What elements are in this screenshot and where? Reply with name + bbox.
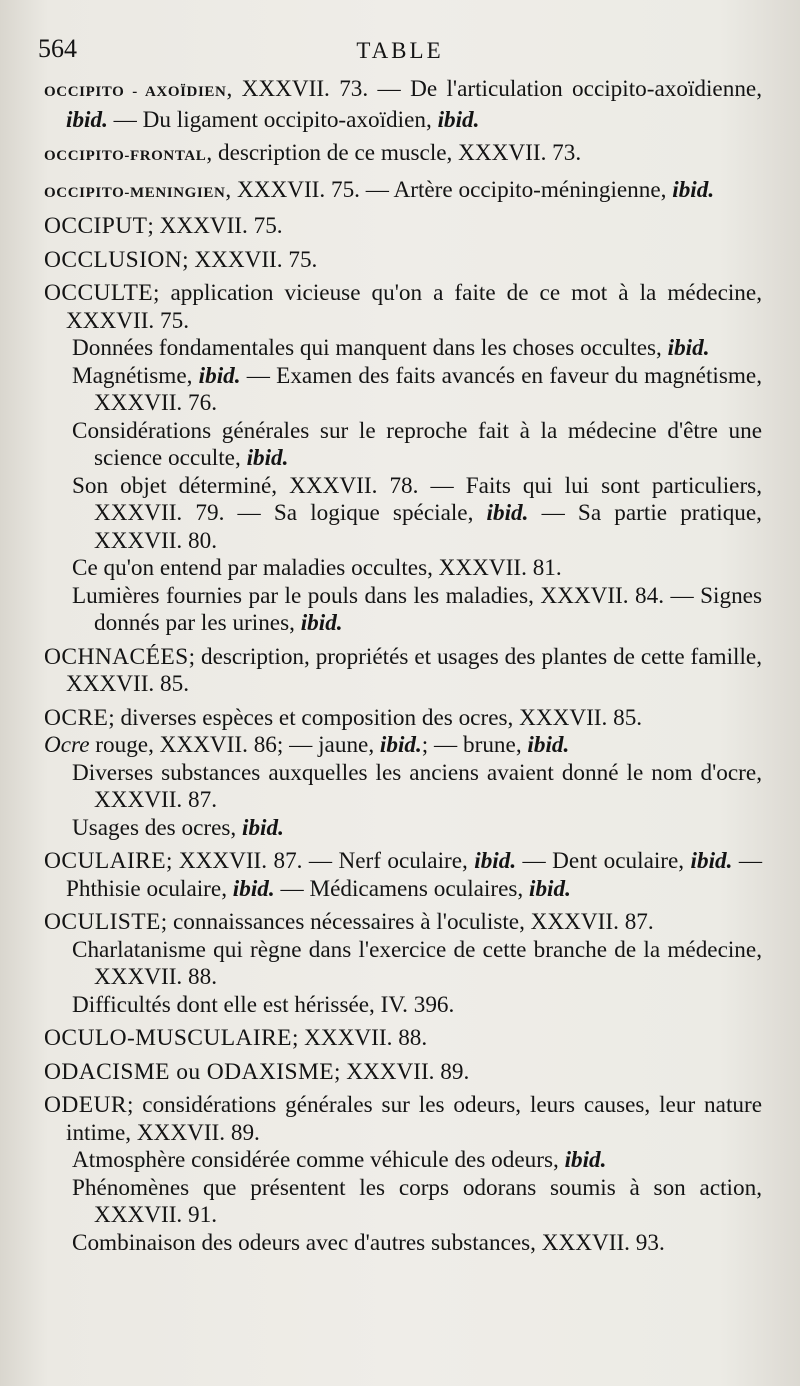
entry-text: — Phthisie oculaire, (66, 848, 763, 902)
index-subentry (44, 555, 762, 583)
index-entry (44, 644, 762, 699)
entry-text: Magnétisme, (72, 362, 199, 389)
entry-text: ; XXXVII. 75. (182, 246, 318, 273)
ibid-ref: ibid. (690, 848, 733, 874)
index-entry (44, 1092, 762, 1147)
entry-headword: OCULAIRE (44, 848, 166, 874)
page-number: 564 (38, 34, 77, 63)
entry-text: ; considérations générales sur les odeurs, leurs causes, leur nature intime, XXXVII. 89. (66, 1092, 762, 1146)
index-entries (44, 76, 762, 1257)
entry-text: ; XXXVII. 88. (291, 1025, 428, 1051)
index-subentry (44, 1230, 762, 1258)
index-subentry (44, 583, 762, 638)
entry-headword: OCULO-MUSCULAIRE (44, 1025, 292, 1051)
ibid-ref: ibid. (474, 848, 517, 874)
entry-text: Son objet déterminé, XXXVII. 78. — Faits qui lui sont particuliers, XXXVII. 79. — Sa logique spéciale, (72, 472, 762, 526)
page-title: TABLE (356, 38, 444, 63)
entry-text: Combinaison des odeurs avec d'autres substances, XXXVII. 93. (72, 1229, 665, 1256)
ibid-ref: ibid. (232, 875, 275, 902)
index-subentry (44, 1175, 762, 1230)
index-subentry (44, 473, 762, 556)
index-subentry (44, 992, 762, 1020)
entry-text: ; connaissances nécessaires à l'oculiste, XXXVII. 87. (160, 909, 654, 935)
ibid-ref: ibid. (66, 106, 108, 133)
ibid-ref: ibid. (529, 875, 571, 902)
entry-text: Usages des ocres, (72, 814, 242, 841)
index-entry (44, 1025, 762, 1053)
entry-text: ; description, propriétés et usages des plantes de cette famille, XXXVII. 85. (66, 643, 762, 697)
entry-text: , XXXVII. 73. — De l'articulation occipito-axoïdienne, (226, 76, 762, 102)
index-entry (44, 705, 762, 733)
index-entry (44, 280, 762, 335)
entry-text: — Médicamens oculaires, (274, 875, 530, 902)
entry-text: Ocre (44, 732, 90, 758)
index-subentry (44, 418, 762, 473)
index-entry (44, 848, 762, 903)
ibid-ref: ibid. (246, 445, 289, 471)
entry-headword: OCRE (44, 704, 109, 731)
ibid-ref: ibid. (242, 814, 284, 841)
entry-text: ; XXXVII. 75. (147, 213, 283, 239)
entry-text: Difficultés dont elle est hérissée, IV. 396. (72, 991, 455, 1018)
index-subentry (44, 815, 762, 843)
index-entry (44, 76, 762, 134)
entry-text: Ce qu'on entend par maladies occultes, XXXVII. 81. (72, 555, 562, 581)
entry-text: ; XXXVII. 89. (334, 1058, 470, 1085)
ibid-ref: ibid. (672, 176, 715, 203)
index-subentry (44, 732, 762, 760)
entry-text: Lumières fournies par le pouls dans les maladies, XXXVII. 84. — Signes donnés par les urines, (72, 582, 762, 636)
ibid-ref: ibid. (379, 732, 422, 758)
entry-text: Charlatanisme qui règne dans l'exercice de cette branche de la médecine, XXXVII. 88. (72, 936, 762, 990)
index-entry (44, 213, 762, 241)
index-subentry (44, 937, 762, 992)
entry-text: — Du ligament occipito-axoïdien, (107, 106, 438, 133)
entry-text: Atmosphère considérée comme véhicule des odeurs, (72, 1147, 565, 1173)
entry-headword: OCHNACÉES (44, 643, 189, 670)
entry-headword: ODACISME ou ODAXISME (44, 1058, 335, 1085)
page-header (0, 34, 800, 78)
entry-text: — Dent oculaire, (516, 848, 691, 874)
entry-text: Phénomènes que présentent les corps odorans soumis à son action, XXXVII. 91. (72, 1174, 762, 1228)
entry-headword: OCCIPITO - AXOÏDIEN (44, 84, 227, 100)
index-subentry (44, 363, 762, 418)
entry-text: — Sa partie pratique, XXXVII. 80. (94, 500, 762, 554)
entry-text: ; diverses espèces et composition des ocres, XXXVII. 85. (108, 704, 643, 731)
index-entry (44, 1059, 762, 1087)
ibid-ref: ibid. (486, 500, 529, 526)
entry-headword: ODEUR (44, 1092, 127, 1118)
entry-headword: OCCLUSION (44, 246, 183, 273)
index-entry (44, 247, 762, 275)
entry-text: ; XXXVII. 87. — Nerf oculaire, (166, 848, 475, 874)
ibid-ref: ibid. (564, 1147, 607, 1173)
index-subentry (44, 335, 762, 363)
ibid-ref: ibid. (198, 362, 241, 389)
entry-text: Considérations générales sur le reproche fait à la médecine d'être une science occulte, (72, 417, 762, 471)
entry-headword: OCCIPITO-MENINGIEN (44, 184, 226, 201)
entry-headword: OCCULTE (44, 280, 153, 306)
entry-text: ; — brune, (421, 732, 528, 758)
entry-headword: OCCIPUT (44, 213, 148, 239)
ibid-ref: ibid. (527, 732, 570, 758)
index-entry (44, 177, 762, 208)
index-subentry (44, 1147, 762, 1175)
entry-headword: OCULISTE (44, 909, 161, 935)
entry-text: Diverses substances auxquelles les anciens avaient donné le nom d'ocre, XXXVII. 87. (72, 759, 762, 813)
entry-text: — Examen des faits avancés en faveur du magnétisme, XXXVII. 76. (94, 362, 763, 416)
entry-text: , description de ce muscle, XXXVII. 73. (206, 140, 582, 166)
entry-text: rouge, XXXVII. 86; — jaune, (89, 732, 380, 758)
index-entry (44, 140, 762, 171)
index-entry (44, 909, 762, 937)
ibid-ref: ibid. (437, 106, 480, 133)
entry-text: Données fondamentales qui manquent dans les choses occultes, (72, 335, 668, 361)
entry-headword: OCCIPITO-FRONTAL (44, 148, 207, 164)
ibid-ref: ibid. (667, 335, 710, 361)
entry-text: ; application vicieuse qu'on a faite de ce mot à la médecine, XXXVII. 75. (66, 280, 762, 334)
ibid-ref: ibid. (300, 610, 343, 636)
index-subentry (44, 760, 762, 815)
entry-text: , XXXVII. 75. — Artère occipito-méningienne, (225, 176, 673, 203)
